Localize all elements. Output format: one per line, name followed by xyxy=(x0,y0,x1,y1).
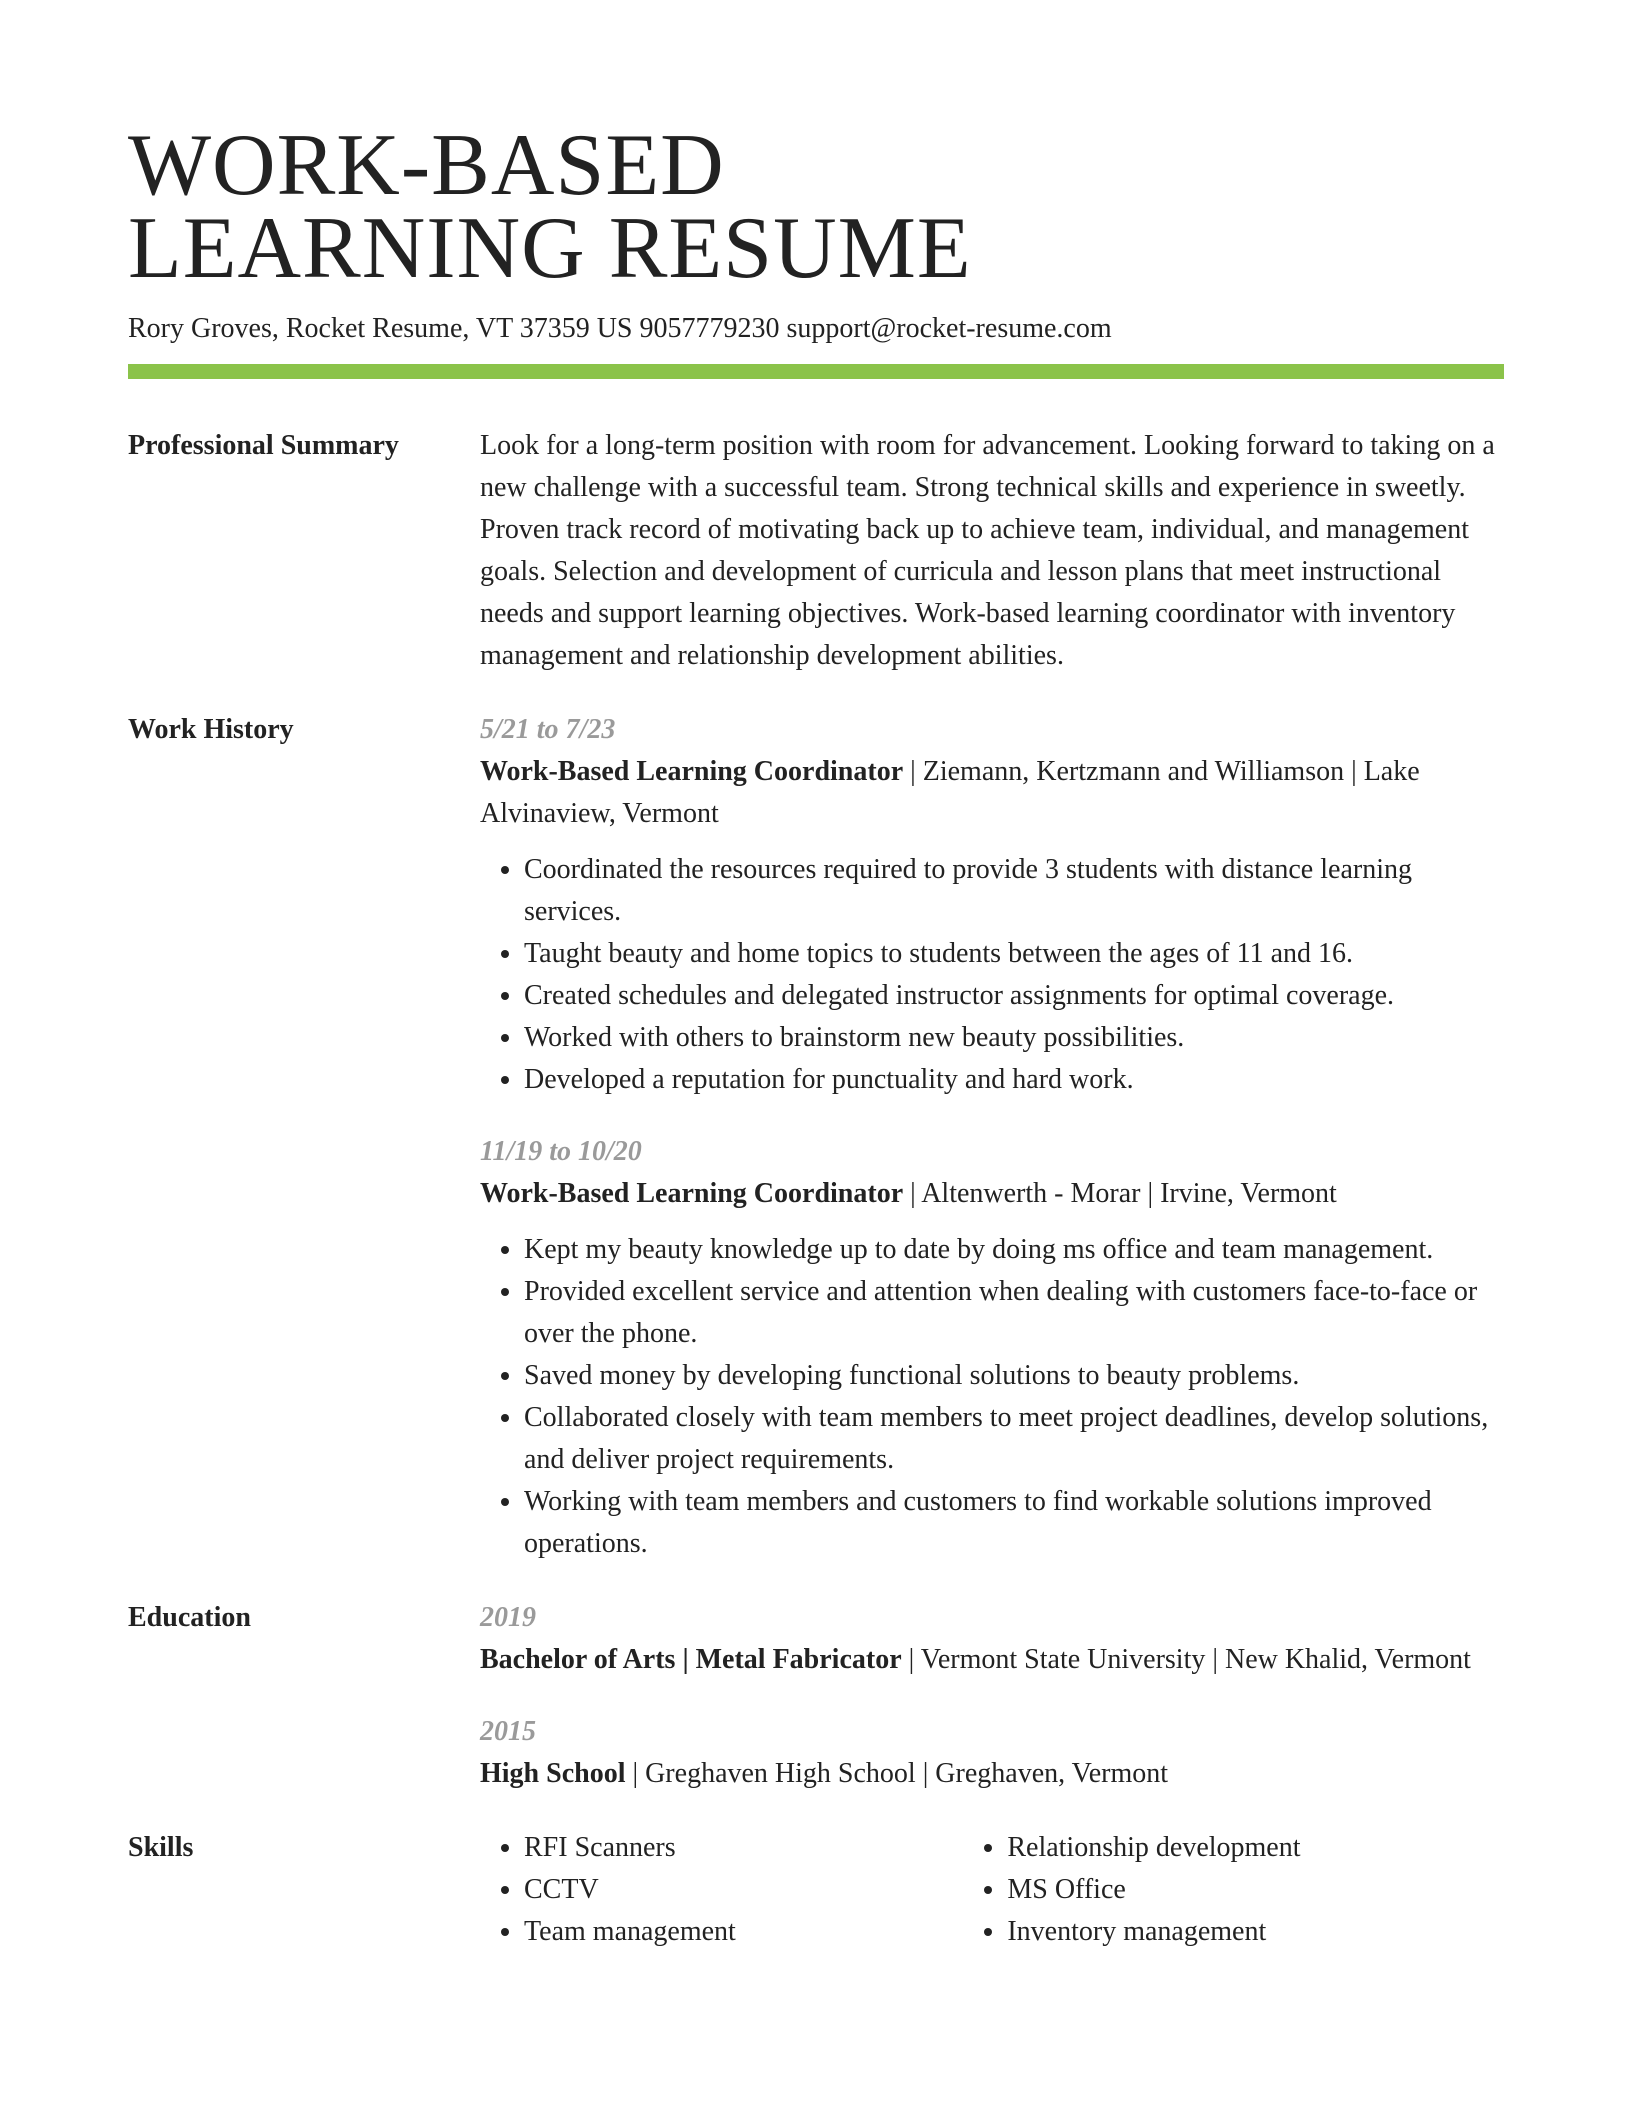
education-details: | Greghaven High School | Greghaven, Vermont xyxy=(625,1758,1169,1789)
resume-page xyxy=(128,0,1504,1953)
job-dates: 11/19 to 10/20 xyxy=(480,1136,642,1167)
work-history-heading: Work History xyxy=(128,714,294,745)
education-body xyxy=(480,1597,1504,1795)
summary-heading: Professional Summary xyxy=(128,430,399,461)
work-history-section xyxy=(128,709,1504,1565)
skills-list-left xyxy=(480,1827,963,1953)
resume-title xyxy=(128,0,1504,297)
job-bullet: • Saved money by developing functional solutions to beauty problems. xyxy=(524,1355,1504,1397)
job-bullet: • Taught beauty and home topics to students between the ages of 11 and 16. xyxy=(524,933,1504,975)
education-entry xyxy=(480,1597,1504,1681)
title-line-1: WORK-BASED xyxy=(128,117,725,214)
job-bullets xyxy=(480,849,1504,1101)
job-details: | Ziemann, Kertzmann and Williamson | Lake Alvinaview, Vermont xyxy=(480,756,1420,829)
job-entry xyxy=(480,709,1504,1101)
education-heading-line xyxy=(480,1753,1504,1795)
education-section xyxy=(128,1597,1504,1795)
education-year: 2019 xyxy=(480,1602,536,1633)
education-degree: Bachelor of Arts | Metal Fabricator xyxy=(480,1644,902,1675)
skills-heading: Skills xyxy=(128,1832,194,1863)
education-degree: High School xyxy=(480,1758,626,1789)
job-bullet: • Working with team members and customers to find workable solutions improved operations. xyxy=(524,1481,1504,1565)
skills-body xyxy=(480,1827,1504,1953)
job-bullets xyxy=(480,1229,1504,1565)
education-year: 2015 xyxy=(480,1716,536,1747)
skill-item: • MS Office xyxy=(1007,1869,1504,1911)
work-history-body xyxy=(480,709,1504,1565)
education-heading: Education xyxy=(128,1602,251,1633)
job-dates: 5/21 to 7/23 xyxy=(480,714,616,745)
job-bullet: • Provided excellent service and attention when dealing with customers face-to-face or over the phone. xyxy=(524,1271,1504,1355)
accent-divider xyxy=(128,364,1504,379)
summary-text: Look for a long-term position with room for advancement. Looking forward to taking on a new challenge with a successful team. Strong technical skills and experience in sweetly. Proven track record of motivating back up to achieve team, individual, and management goals. Selection and development of curricula and lesson plans that meet instructional needs and support learning objectives. Work-based learning coordinator with inventory management and relationship development abilities. xyxy=(480,430,1495,671)
education-details: | Vermont State University | New Khalid, Vermont xyxy=(901,1644,1471,1675)
job-bullet: • Coordinated the resources required to provide 3 students with distance learning services. xyxy=(524,849,1504,933)
job-heading xyxy=(480,1173,1504,1215)
skills-section xyxy=(128,1827,1504,1953)
job-bullet: • Kept my beauty knowledge up to date by doing ms office and team management. xyxy=(524,1229,1504,1271)
job-bullet: • Collaborated closely with team members to meet project deadlines, develop solutions, and deliver project requirements. xyxy=(524,1397,1504,1481)
skill-item: • RFI Scanners xyxy=(524,1827,963,1869)
job-bullet: • Worked with others to brainstorm new beauty possibilities. xyxy=(524,1017,1504,1059)
job-entry xyxy=(480,1131,1504,1565)
job-heading xyxy=(480,751,1504,835)
job-title: Work-Based Learning Coordinator xyxy=(480,756,904,787)
skills-list-right xyxy=(963,1827,1504,1953)
title-line-2: LEARNING RESUME xyxy=(128,200,972,297)
skill-item: • Inventory management xyxy=(1007,1911,1504,1953)
job-bullet: • Developed a reputation for punctuality and hard work. xyxy=(524,1059,1504,1101)
education-entry xyxy=(480,1711,1504,1795)
job-details: | Altenwerth - Morar | Irvine, Vermont xyxy=(903,1178,1337,1209)
skill-item: • CCTV xyxy=(524,1869,963,1911)
summary-section xyxy=(128,425,1504,677)
job-bullet: • Created schedules and delegated instructor assignments for optimal coverage. xyxy=(524,975,1504,1017)
skill-item: • Relationship development xyxy=(1007,1827,1504,1869)
education-heading-line xyxy=(480,1639,1504,1681)
skill-item: • Team management xyxy=(524,1911,963,1953)
contact-line: Rory Groves, Rocket Resume, VT 37359 US 9057779230 support@rocket-resume.com xyxy=(128,313,1112,344)
job-title: Work-Based Learning Coordinator xyxy=(480,1178,904,1209)
